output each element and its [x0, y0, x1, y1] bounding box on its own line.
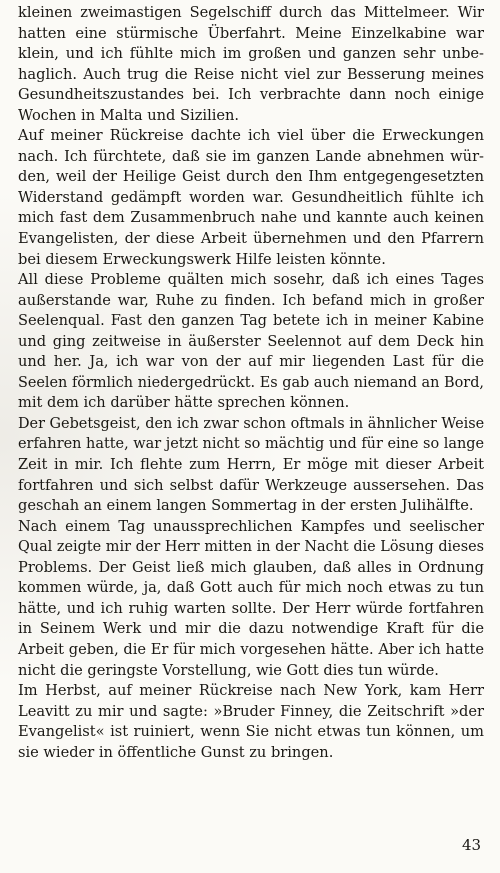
text-line: Leavitt zu mir und sagte: »Bruder Finney, die Zeitschrift »der	[18, 702, 484, 720]
text-line: nach. Ich fürchtete, daß sie im ganzen Lande abnehmen wür-	[18, 147, 484, 165]
text-line: und her. Ja, ich war von der auf mir liegenden Last für die	[18, 353, 484, 371]
paragraph-6	[18, 681, 484, 763]
text-line: Im Herbst, auf meiner Rückreise nach New York, kam Herr	[18, 682, 484, 700]
paragraph-5	[18, 517, 484, 681]
text-line: hatten eine stürmische Überfahrt. Meine Einzelkabine war	[18, 24, 484, 42]
text-line: sie wieder in öffentliche Gunst zu bringen.	[18, 743, 334, 761]
text-line: Wochen in Malta und Sizilien.	[18, 106, 240, 124]
text-line: Widerstand gedämpft worden war. Gesundheitlich fühlte ich	[18, 188, 484, 206]
text-line: fortfahren und sich selbst dafür Werkzeuge aussersehen. Das	[18, 476, 484, 494]
text-line: den, weil der Heilige Geist durch den Ihm entgegengesetzten	[18, 168, 484, 186]
text-line: mich fast dem Zusammenbruch nahe und kannte auch keinen	[18, 209, 484, 227]
text-line: erfahren hatte, war jetzt nicht so mächtig und für eine so lange	[18, 435, 485, 453]
text-line: außerstande war, Ruhe zu finden. Ich befand mich in großer	[18, 291, 484, 309]
paragraph-2	[18, 126, 484, 270]
text-line: kommen würde, ja, daß Gott auch für mich noch etwas zu tun	[18, 579, 484, 597]
paragraph-4	[18, 414, 484, 517]
text-line: und ging zeitweise in äußerster Seelennot auf dem Deck hin	[18, 332, 484, 350]
text-line: haglich. Auch trug die Reise nicht viel zur Besserung meines	[18, 65, 484, 83]
text-line: Qual zeigte mir der Herr mitten in der Nacht die Lösung dieses	[18, 538, 485, 556]
text-line: kleinen zweimastigen Segelschiff durch das Mittelmeer. Wir	[18, 4, 484, 21]
page-number: 43	[462, 836, 482, 854]
text-line: Evangelisten, der diese Arbeit übernehmen und den Pfarrern	[18, 230, 484, 248]
text-line: in Seinem Werk und mir die dazu notwendige Kraft für die	[18, 620, 484, 638]
text-line: Gesundheitszustandes bei. Ich verbrachte dann noch einige	[18, 86, 484, 104]
text-line: mit dem ich darüber hätte sprechen können.	[18, 394, 350, 412]
paragraph-1	[18, 3, 484, 126]
text-line: klein, und ich fühlte mich im großen und ganzen sehr unbe-	[18, 45, 484, 63]
text-line: hätte, und ich ruhig warten sollte. Der Herr würde fortfahren	[18, 599, 484, 617]
text-line: Der Gebetsgeist, den ich zwar schon oftmals in ähnlicher Weise	[18, 414, 485, 432]
text-line: bei diesem Erweckungswerk Hilfe leisten könnte.	[18, 250, 386, 268]
paragraph-3	[18, 270, 484, 414]
page-text	[18, 3, 484, 763]
text-line: geschah an einem langen Sommertag in der ersten Julihälfte.	[18, 497, 474, 515]
text-line: Nach einem Tag unaussprechlichen Kampfes und seelischer	[18, 517, 484, 535]
text-line: Zeit in mir. Ich flehte zum Herrn, Er möge mit dieser Arbeit	[18, 456, 484, 474]
text-line: nicht die geringste Vorstellung, wie Gott dies tun würde.	[18, 661, 439, 679]
text-line: All diese Probleme quälten mich sosehr, daß ich eines Tages	[18, 271, 484, 289]
text-line: Evangelist« ist ruiniert, wenn Sie nicht etwas tun können, um	[18, 723, 484, 741]
text-line: Seelen förmlich niedergedrückt. Es gab auch niemand an Bord,	[18, 373, 485, 391]
text-line: Auf meiner Rückreise dachte ich viel über die Erweckungen	[18, 127, 484, 145]
text-line: Arbeit geben, die Er für mich vorgesehen hätte. Aber ich hatte	[18, 640, 484, 658]
text-line: Seelenqual. Fast den ganzen Tag betete ich in meiner Kabine	[18, 312, 484, 330]
text-line: Problems. Der Geist ließ mich glauben, daß alles in Ordnung	[18, 558, 484, 576]
